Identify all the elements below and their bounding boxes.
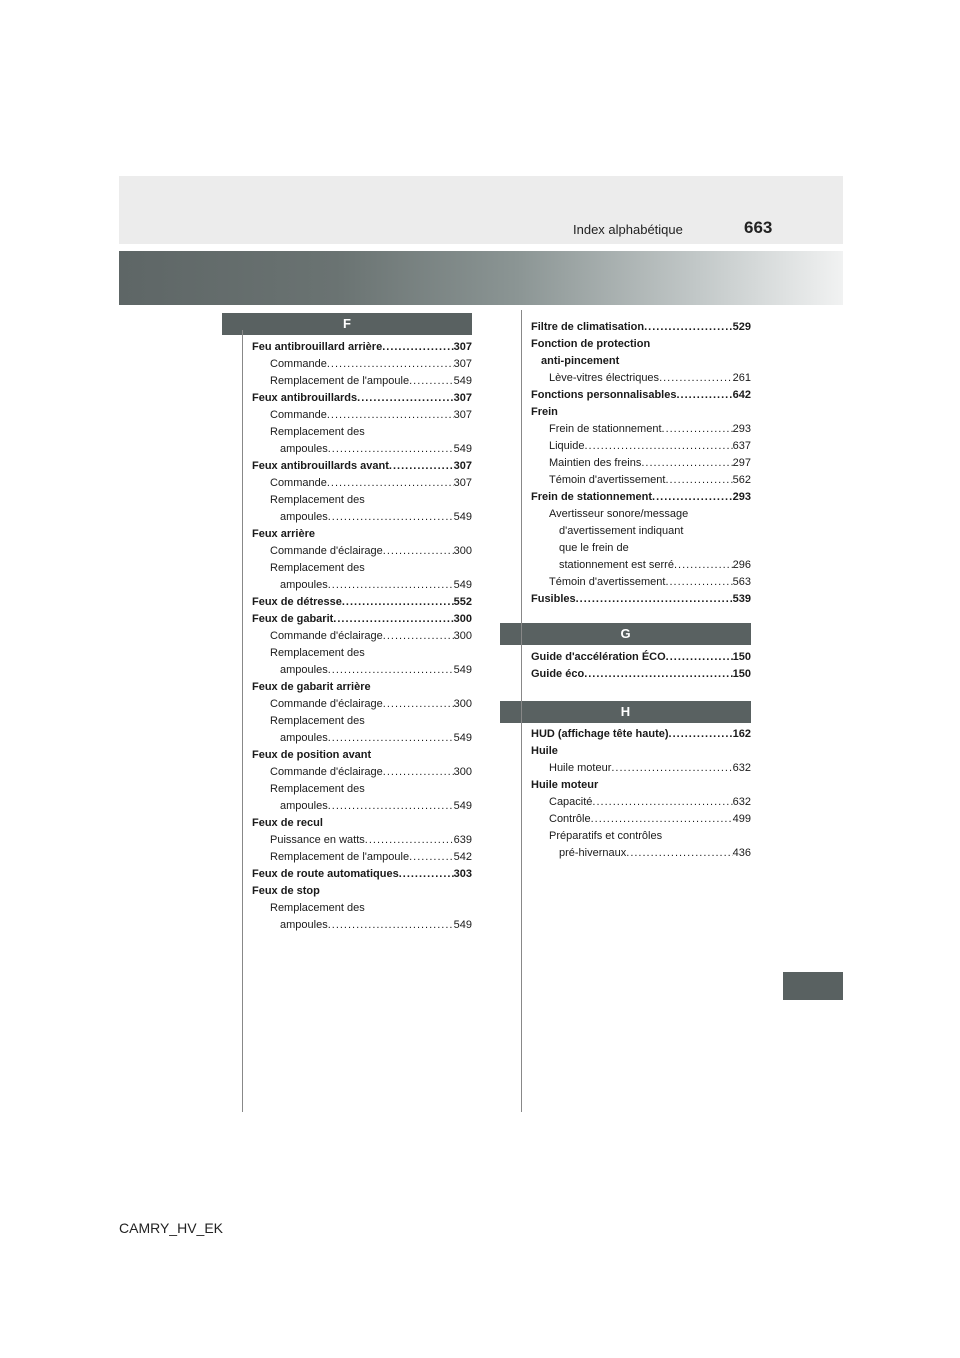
dot-leader — [652, 489, 733, 506]
index-entry — [252, 883, 472, 900]
index-entry-text: ampoules — [280, 919, 328, 931]
index-entry — [252, 594, 472, 611]
index-entry-page: 300 — [453, 630, 472, 642]
dot-leader — [383, 628, 454, 645]
dot-leader — [382, 339, 453, 356]
index-entry-page: 307 — [453, 460, 472, 472]
index-entry — [531, 666, 751, 683]
index-entry-text: Huile moteur — [549, 762, 612, 774]
dot-leader — [328, 917, 454, 934]
index-entry — [252, 441, 472, 458]
dot-leader — [365, 832, 454, 849]
index-entry-text: Fonction de protection — [531, 338, 651, 350]
index-entry-text: Commande — [270, 409, 327, 421]
index-entry — [531, 540, 751, 557]
index-entry-text: Huile — [531, 745, 558, 757]
index-entry-text: Feux de gabarit arrière — [252, 681, 371, 693]
index-entry — [531, 794, 751, 811]
index-entry-text: ampoules — [280, 511, 328, 523]
index-entry — [252, 645, 472, 662]
index-entry-text: Remplacement des — [270, 562, 365, 574]
decorative-gradient-bar — [119, 251, 843, 305]
index-entry — [531, 455, 751, 472]
index-entry — [252, 679, 472, 696]
index-entry-text: Commande d'éclairage — [270, 698, 383, 710]
index-entry — [531, 777, 751, 794]
dot-leader — [342, 594, 454, 611]
dot-leader — [666, 649, 733, 666]
index-entry-page: 303 — [453, 868, 472, 880]
index-entry-page: 642 — [732, 389, 751, 401]
index-entry-page: 563 — [732, 576, 751, 588]
index-entry-page: 150 — [732, 668, 751, 680]
dot-leader — [409, 849, 454, 866]
index-entry — [252, 815, 472, 832]
index-entry-text: Feu antibrouillard arrière — [252, 341, 383, 353]
index-entry-text: Huile moteur — [531, 779, 599, 791]
index-entry — [252, 526, 472, 543]
index-entry-text: Frein — [531, 406, 558, 418]
index-entry-text: Témoin d'avertissement — [549, 474, 666, 486]
header-band — [119, 176, 843, 244]
index-entry-page: 307 — [453, 358, 472, 370]
letter-header-f: F — [222, 313, 472, 335]
index-entry — [252, 373, 472, 390]
index-entry — [252, 832, 472, 849]
index-entry — [252, 543, 472, 560]
index-entry — [252, 458, 472, 475]
index-entry — [252, 424, 472, 441]
index-entry — [531, 743, 751, 760]
index-entry — [531, 404, 751, 421]
index-entry — [531, 387, 751, 404]
index-entry-page: 436 — [732, 847, 751, 859]
index-entry-page: 300 — [453, 698, 472, 710]
index-entry-text: Remplacement des — [270, 902, 365, 914]
letter-header-h: H — [500, 701, 751, 723]
index-entry — [531, 760, 751, 777]
index-entry-text: Feux de gabarit — [252, 613, 334, 625]
index-entry — [531, 353, 751, 370]
index-entry — [531, 591, 751, 608]
index-entry — [252, 713, 472, 730]
dot-leader — [591, 811, 733, 828]
index-entry-page: 639 — [453, 834, 472, 846]
index-entry-page: 539 — [732, 593, 751, 605]
index-entry-text: Remplacement de l'ampoule — [270, 375, 410, 387]
index-entry-page: 549 — [453, 732, 472, 744]
index-entry — [252, 356, 472, 373]
index-entry-text: pré-hivernaux — [559, 847, 627, 859]
index-entry-page: 293 — [732, 423, 751, 435]
index-column-right-g — [531, 649, 751, 683]
index-entry-text: Maintien des freins — [549, 457, 642, 469]
dot-leader — [641, 455, 732, 472]
dot-leader — [328, 441, 454, 458]
index-entry — [252, 475, 472, 492]
dot-leader — [592, 794, 732, 811]
index-entry-text: ampoules — [280, 443, 328, 455]
index-entry — [252, 866, 472, 883]
index-entry-text: ampoules — [280, 732, 328, 744]
letter-header-g: G — [500, 623, 751, 645]
dot-leader — [662, 421, 733, 438]
index-entry-page: 300 — [453, 545, 472, 557]
index-entry — [531, 336, 751, 353]
index-entry — [252, 849, 472, 866]
dot-leader — [669, 726, 733, 743]
index-entry-page: 261 — [732, 372, 751, 384]
index-entry — [252, 509, 472, 526]
index-entry-text: Avertisseur sonore/message — [549, 508, 689, 520]
dot-leader — [333, 611, 453, 628]
index-entry — [252, 764, 472, 781]
index-entry-text: Feux de position avant — [252, 749, 372, 761]
index-entry-page: 162 — [732, 728, 751, 740]
index-entry-page: 549 — [453, 919, 472, 931]
index-entry — [252, 917, 472, 934]
dot-leader — [665, 574, 732, 591]
index-entry — [252, 492, 472, 509]
index-entry-text: Feux de recul — [252, 817, 323, 829]
index-entry-text: ampoules — [280, 579, 328, 591]
index-entry-text: d'avertissement indiquant — [559, 525, 684, 537]
index-entry-text: Puissance en watts — [270, 834, 365, 846]
column-divider-left — [242, 330, 243, 1112]
index-entry-page: 549 — [453, 800, 472, 812]
index-entry — [252, 900, 472, 917]
index-entry — [252, 747, 472, 764]
index-entry-page: 637 — [732, 440, 751, 452]
index-entry-page: 562 — [732, 474, 751, 486]
index-entry — [252, 628, 472, 645]
index-entry — [531, 726, 751, 743]
dot-leader — [327, 356, 454, 373]
index-entry-page: 300 — [453, 613, 472, 625]
index-entry-page: 549 — [453, 579, 472, 591]
index-entry-text: Fusibles — [531, 593, 576, 605]
index-entry-page: 549 — [453, 375, 472, 387]
index-entry — [531, 557, 751, 574]
dot-leader — [328, 509, 454, 526]
index-entry-text: Guide éco — [531, 668, 585, 680]
index-entry-text: stationnement est serré — [559, 559, 674, 571]
index-entry-page: 300 — [453, 766, 472, 778]
dot-leader — [328, 730, 454, 747]
index-entry-page: 499 — [732, 813, 751, 825]
index-entry-text: Commande — [270, 477, 327, 489]
index-entry — [252, 560, 472, 577]
dot-leader — [328, 798, 454, 815]
dot-leader — [328, 577, 454, 594]
index-entry — [252, 696, 472, 713]
index-entry — [252, 339, 472, 356]
index-entry-text: Remplacement des — [270, 494, 365, 506]
index-entry-page: 297 — [732, 457, 751, 469]
dot-leader — [409, 373, 454, 390]
dot-leader — [399, 866, 454, 883]
index-entry-page: 549 — [453, 664, 472, 676]
index-entry — [531, 421, 751, 438]
index-entry — [252, 662, 472, 679]
chapter-tab — [783, 972, 843, 1000]
index-entry-text: Remplacement des — [270, 783, 365, 795]
index-entry-text: Remplacement des — [270, 426, 365, 438]
index-entry — [531, 319, 751, 336]
index-entry — [531, 828, 751, 845]
index-entry-page: 307 — [453, 341, 472, 353]
dot-leader — [584, 666, 732, 683]
index-entry-text: HUD (affichage tête haute) — [531, 728, 669, 740]
index-entry — [531, 472, 751, 489]
index-entry-text: Fonctions personnalisables — [531, 389, 677, 401]
index-column-left — [252, 339, 472, 934]
index-entry — [531, 438, 751, 455]
index-entry-text: ampoules — [280, 800, 328, 812]
dot-leader — [357, 390, 454, 407]
index-entry-text: Remplacement des — [270, 715, 365, 727]
index-entry — [531, 845, 751, 862]
index-entry-page: 307 — [453, 409, 472, 421]
dot-leader — [644, 319, 733, 336]
dot-leader — [383, 696, 454, 713]
index-entry-page: 293 — [732, 491, 751, 503]
index-entry-text: Feux de détresse — [252, 596, 342, 608]
index-entry-text: Remplacement de l'ampoule — [270, 851, 410, 863]
index-entry-page: 552 — [453, 596, 472, 608]
model-code: CAMRY_HV_EK — [119, 1220, 224, 1236]
index-entry — [252, 781, 472, 798]
index-entry-text: Contrôle — [549, 813, 591, 825]
index-entry-text: Feux antibrouillards — [252, 392, 358, 404]
dot-leader — [659, 370, 733, 387]
index-entry-text: Feux de route automatiques — [252, 868, 399, 880]
index-entry — [531, 523, 751, 540]
index-entry-text: Témoin d'avertissement — [549, 576, 666, 588]
index-entry-page: 549 — [453, 511, 472, 523]
index-entry-text: que le frein de — [559, 542, 629, 554]
dot-leader — [327, 475, 454, 492]
dot-leader — [584, 438, 732, 455]
index-entry-page: 296 — [732, 559, 751, 571]
index-entry-page: 150 — [732, 651, 751, 663]
index-entry-text: Guide d'accélération ÉCO — [531, 651, 666, 663]
index-entry-text: Préparatifs et contrôles — [549, 830, 663, 842]
index-entry-page: 632 — [732, 762, 751, 774]
index-entry-text: Commande — [270, 358, 327, 370]
index-entry — [531, 370, 751, 387]
index-entry-text: Frein de stationnement — [549, 423, 662, 435]
index-entry-text: Commande d'éclairage — [270, 630, 383, 642]
index-column-right-f — [531, 319, 751, 608]
index-entry-text: Lève-vitres électriques — [549, 372, 660, 384]
index-entry — [531, 574, 751, 591]
column-divider-middle — [521, 310, 522, 1112]
dot-leader — [383, 543, 454, 560]
index-entry-text: Filtre de climatisation — [531, 321, 645, 333]
dot-leader — [328, 662, 454, 679]
index-entry-page: 632 — [732, 796, 751, 808]
index-entry-text: anti-pincement — [541, 355, 620, 367]
index-entry-page: 307 — [453, 392, 472, 404]
dot-leader — [383, 764, 454, 781]
index-entry-page: 307 — [453, 477, 472, 489]
section-title: Index alphabétique — [573, 222, 683, 237]
index-entry-text: ampoules — [280, 664, 328, 676]
index-entry-text: Liquide — [549, 440, 585, 452]
dot-leader — [389, 458, 454, 475]
index-entry-text: Feux antibrouillards avant — [252, 460, 389, 472]
index-entry — [252, 730, 472, 747]
page-number: 663 — [744, 218, 773, 237]
index-entry-text: Commande d'éclairage — [270, 766, 383, 778]
index-entry — [531, 649, 751, 666]
index-entry — [252, 390, 472, 407]
index-entry — [252, 798, 472, 815]
index-entry — [252, 407, 472, 424]
dot-leader — [576, 591, 733, 608]
index-entry — [531, 489, 751, 506]
index-entry-page: 529 — [732, 321, 751, 333]
index-entry — [531, 811, 751, 828]
dot-leader — [626, 845, 732, 862]
index-entry-text: Commande d'éclairage — [270, 545, 383, 557]
index-entry-page: 542 — [453, 851, 472, 863]
index-entry-page: 549 — [453, 443, 472, 455]
index-entry-text: Feux de stop — [252, 885, 320, 897]
dot-leader — [665, 472, 732, 489]
dot-leader — [327, 407, 454, 424]
index-entry-text: Capacité — [549, 796, 593, 808]
index-entry-text: Feux arrière — [252, 528, 315, 540]
index-entry — [252, 577, 472, 594]
dot-leader — [676, 387, 732, 404]
index-entry-text: Frein de stationnement — [531, 491, 653, 503]
index-entry — [252, 611, 472, 628]
index-column-right-h — [531, 726, 751, 862]
dot-leader — [674, 557, 733, 574]
index-entry — [531, 506, 751, 523]
index-entry-text: Remplacement des — [270, 647, 365, 659]
dot-leader — [611, 760, 732, 777]
